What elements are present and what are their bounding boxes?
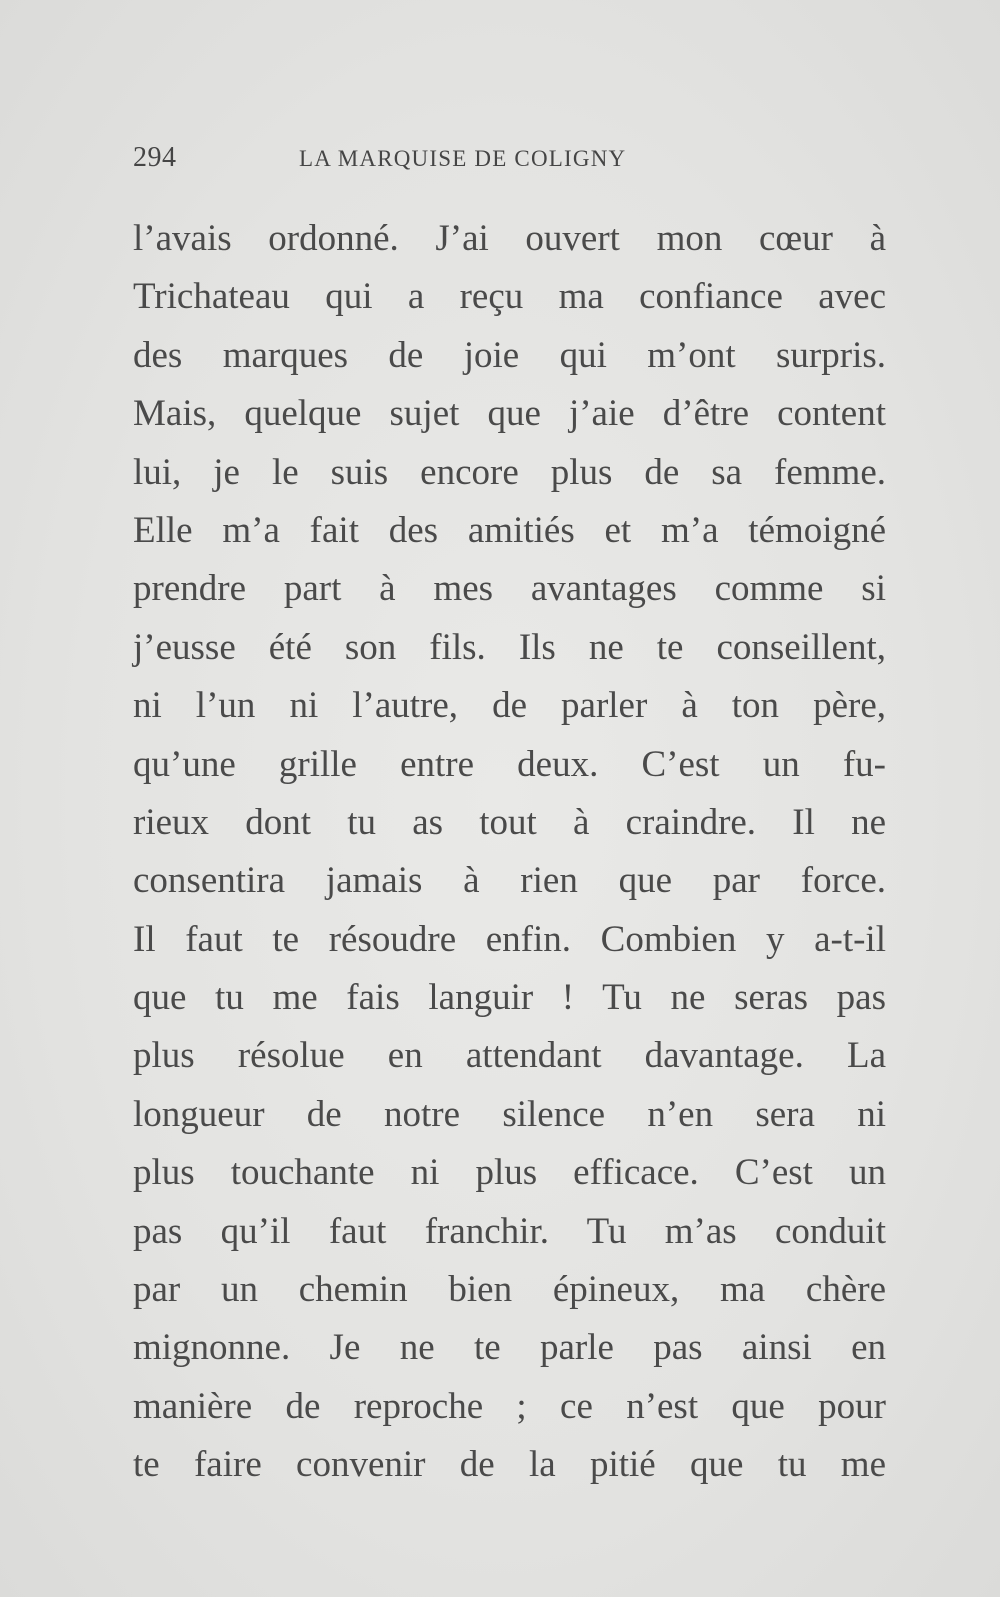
text-line: j’eusse été son fils. Ils ne te conseillent, [133, 626, 886, 668]
body-text [133, 210, 886, 1495]
text-line: Mais, quelque sujet que j’aie d’être content [133, 393, 886, 435]
text-line: Il faut te résoudre enfin. Combien y a-t-il [133, 918, 886, 960]
text-line: plus touchante ni plus efficace. C’est un [133, 1152, 886, 1194]
text-line: ni l’un ni l’autre, de parler à ton père, [133, 685, 886, 727]
text-line: lui, je le suis encore plus de sa femme. [133, 451, 886, 493]
text-line: rieux dont tu as tout à craindre. Il ne [133, 801, 886, 843]
page-number: 294 [133, 142, 177, 173]
text-line: consentira jamais à rien que par force. [133, 860, 886, 902]
running-title: LA MARQUISE DE COLIGNY [299, 146, 627, 171]
running-header [133, 142, 873, 182]
text-line: l’avais ordonné. J’ai ouvert mon cœur à [133, 218, 886, 259]
text-line: des marques de joie qui m’ont surpris. [133, 334, 886, 376]
text-line: plus résolue en attendant davantage. La [133, 1035, 886, 1077]
text-line: manière de reproche ; ce n’est que pour [133, 1385, 886, 1427]
text-line: qu’une grille entre deux. C’est un fu- [133, 743, 886, 785]
text-line: te faire convenir de la pitié que tu me [133, 1444, 886, 1486]
text-line: mignonne. Je ne te parle pas ainsi en [133, 1327, 886, 1369]
text-line: que tu me fais languir ! Tu ne seras pas [133, 977, 886, 1019]
text-line: prendre part à mes avantages comme si [133, 568, 886, 610]
text-line: Trichateau qui a reçu ma confiance avec [133, 276, 886, 318]
text-line: longueur de notre silence n’en sera ni [133, 1093, 886, 1135]
text-line: pas qu’il faut franchir. Tu m’as conduit [133, 1210, 886, 1252]
text-line: Elle m’a fait des amitiés et m’a témoigné [133, 509, 886, 551]
text-line: par un chemin bien épineux, ma chère [133, 1269, 886, 1311]
